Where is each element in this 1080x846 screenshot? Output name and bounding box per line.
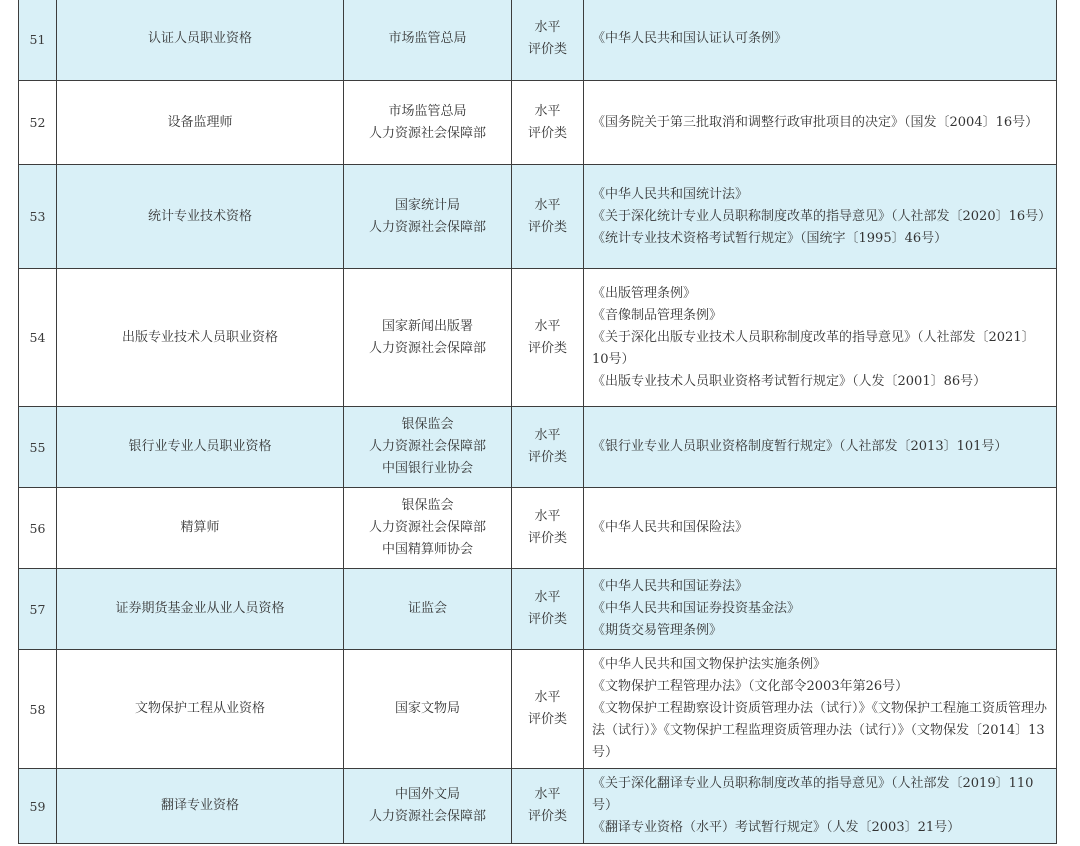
category-text: 评价类 (527, 712, 567, 727)
qualification-name: 证券期货基金业从业人员资格 (57, 569, 344, 650)
category-text: 评价类 (527, 531, 567, 546)
category-text: 评价类 (527, 219, 567, 235)
legal-basis-item: 《关于深化统计专业人员职称制度改革的指导意见》（人社部发〔2020〕16号） (592, 208, 1052, 224)
category-text: 评价类 (527, 42, 567, 57)
qualification-name: 文物保护工程从业资格 (57, 650, 344, 769)
category-text: 水平 (534, 428, 561, 443)
table-row (19, 569, 1057, 650)
authority-name: 人力资源社会保障部 (368, 520, 486, 535)
category-text: 水平 (534, 318, 561, 334)
row-number: 52 (19, 81, 57, 165)
table-row (19, 488, 1057, 569)
category-text: 评价类 (527, 340, 567, 356)
category-text: 水平 (534, 787, 561, 802)
row-number: 56 (19, 488, 57, 569)
authority-name: 国家文物局 (394, 701, 460, 716)
legal-basis-cell (584, 0, 1057, 81)
category-text: 水平 (534, 509, 561, 524)
legal-basis-item: 《出版专业技术人员职业资格考试暂行规定》（人发〔2001〕86号） (592, 373, 987, 389)
table-row (19, 165, 1057, 269)
row-number: 54 (19, 269, 57, 407)
category-text: 水平 (534, 690, 561, 705)
qualification-name: 精算师 (57, 488, 344, 569)
category-text: 水平 (534, 103, 561, 119)
table-row (19, 769, 1057, 844)
legal-basis-cell (584, 569, 1057, 650)
category-cell (512, 81, 584, 165)
row-number: 58 (19, 650, 57, 769)
category-text: 评价类 (527, 125, 567, 141)
legal-basis-cell (584, 269, 1057, 407)
qualification-name: 翻译专业资格 (57, 769, 344, 844)
legal-basis-item: 《期货交易管理条例》 (592, 623, 723, 638)
legal-basis-item: 《翻译专业资格（水平）考试暂行规定》（人发〔2003〕21号） (592, 820, 961, 835)
category-cell (512, 165, 584, 269)
legal-basis-item: 《国务院关于第三批取消和调整行政审批项目的决定》（国发〔2004〕16号） (592, 114, 1039, 130)
table-row (19, 650, 1057, 769)
table-row (19, 81, 1057, 165)
row-number: 55 (19, 407, 57, 488)
row-number: 57 (19, 569, 57, 650)
table-row (19, 0, 1057, 81)
category-cell (512, 769, 584, 844)
legal-basis-cell (584, 81, 1057, 165)
authority-cell (344, 488, 512, 569)
qualification-name: 设备监理师 (57, 81, 344, 165)
qualification-name: 出版专业技术人员职业资格 (57, 269, 344, 407)
category-cell (512, 650, 584, 769)
authority-cell (344, 650, 512, 769)
category-text: 水平 (534, 197, 561, 213)
legal-basis-item: 《中华人民共和国证券投资基金法》 (592, 601, 801, 616)
legal-basis-cell (584, 650, 1057, 769)
qualification-table (18, 0, 1057, 844)
row-number: 59 (19, 769, 57, 844)
authority-name: 中国银行业协会 (381, 461, 473, 476)
row-number: 53 (19, 165, 57, 269)
category-text: 评价类 (527, 450, 567, 465)
category-text: 水平 (534, 590, 561, 605)
legal-basis-item: 《中华人民共和国文物保护法实施条例》 (592, 657, 827, 672)
authority-cell (344, 81, 512, 165)
legal-basis-cell (584, 488, 1057, 569)
authority-cell (344, 769, 512, 844)
authority-name: 人力资源社会保障部 (368, 219, 486, 235)
category-text: 评价类 (527, 612, 567, 627)
authority-name: 国家统计局 (394, 197, 460, 213)
legal-basis-item: 《关于深化出版专业技术人员职称制度改革的指导意见》（人社部发〔2021〕10号） (592, 329, 1035, 367)
category-cell (512, 0, 584, 81)
authority-name: 银保监会 (401, 417, 454, 432)
authority-name: 银保监会 (401, 498, 454, 513)
legal-basis-item: 《关于深化翻译专业人员职称制度改革的指导意见》（人社部发〔2019〕110号） (592, 776, 1034, 813)
legal-basis-item: 《出版管理条例》 (592, 285, 697, 301)
legal-basis-item: 《统计专业技术资格考试暂行规定》（国统字〔1995〕46号） (592, 230, 948, 246)
legal-basis-item: 《中华人民共和国保险法》 (592, 520, 749, 535)
legal-basis-item: 《中华人民共和国认证认可条例》 (592, 31, 788, 46)
legal-basis-item: 《中华人民共和国证券法》 (592, 579, 749, 594)
category-cell (512, 488, 584, 569)
legal-basis-cell (584, 165, 1057, 269)
authority-name: 人力资源社会保障部 (368, 125, 486, 141)
authority-name: 国家新闻出版署 (381, 318, 473, 334)
legal-basis-item: 《文物保护工程勘察设计资质管理办法（试行）》《文物保护工程施工资质管理办法（试行）》《文物保护工程监理资质管理办法（试行）》（文物保发〔2014〕13号） (592, 701, 1048, 760)
legal-basis-cell (584, 407, 1057, 488)
authority-cell (344, 269, 512, 407)
legal-basis-item: 《银行业专业人员职业资格制度暂行规定》（人社部发〔2013〕101号） (592, 439, 1008, 454)
category-cell (512, 569, 584, 650)
authority-name: 人力资源社会保障部 (368, 340, 486, 356)
authority-name: 市场监管总局 (388, 103, 467, 119)
row-number: 51 (19, 0, 57, 81)
table-row (19, 269, 1057, 407)
table-row (19, 407, 1057, 488)
legal-basis-item: 《中华人民共和国统计法》 (592, 186, 749, 202)
table-body (19, 0, 1057, 844)
authority-name: 人力资源社会保障部 (368, 439, 486, 454)
qualification-name: 认证人员职业资格 (57, 0, 344, 81)
category-text: 评价类 (527, 809, 567, 824)
category-text: 水平 (534, 20, 561, 35)
authority-name: 市场监管总局 (388, 31, 467, 46)
authority-cell (344, 0, 512, 81)
authority-cell (344, 407, 512, 488)
legal-basis-item: 《文物保护工程管理办法》（文化部令2003年第26号） (592, 679, 909, 694)
legal-basis-cell (584, 769, 1057, 844)
qualification-name: 统计专业技术资格 (57, 165, 344, 269)
authority-name: 证监会 (407, 601, 447, 616)
authority-cell (344, 165, 512, 269)
authority-name: 人力资源社会保障部 (368, 809, 486, 824)
category-cell (512, 269, 584, 407)
category-cell (512, 407, 584, 488)
qualification-name: 银行业专业人员职业资格 (57, 407, 344, 488)
authority-cell (344, 569, 512, 650)
legal-basis-item: 《音像制品管理条例》 (592, 307, 723, 323)
authority-name: 中国外文局 (394, 787, 460, 802)
authority-name: 中国精算师协会 (381, 542, 473, 557)
